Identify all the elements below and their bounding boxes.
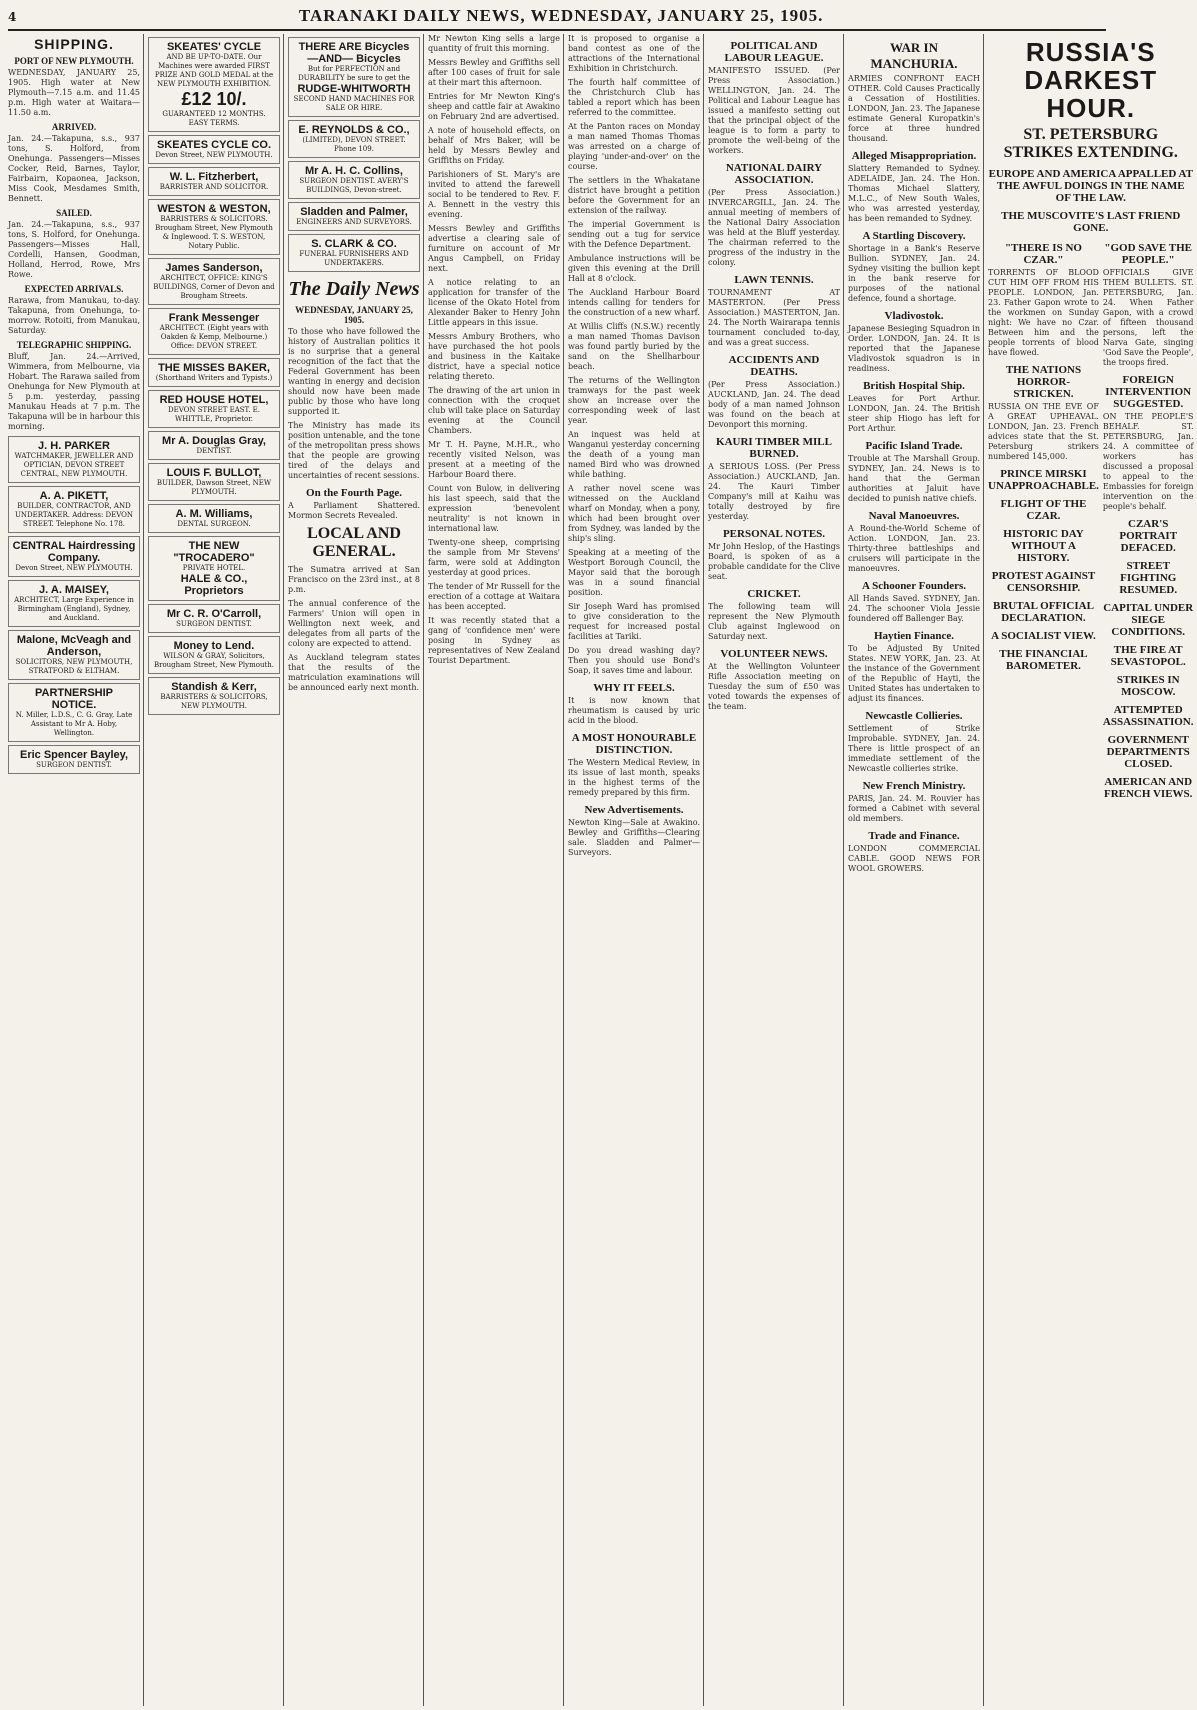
advert-line: ARCHITECT. (Eight years with Oakden & Kemp, Melbourne.) Office: DEVON STREET. (159, 324, 269, 350)
local-paragraph: Parishioners of St. Mary's are invited to attend the farewell social to be tendered to Rev. F. A. Bennett in the vestry this evening. (428, 170, 560, 219)
article-heading: British Hospital Ship. (863, 380, 965, 392)
russia-subcolumn-right (1103, 236, 1194, 802)
advert-douglas-gray (148, 431, 280, 460)
article-heading: CRICKET. (747, 588, 801, 600)
local-paragraph: Mr Newton King sells a large quantity of fruit this morning. (428, 34, 560, 53)
advert-name: E. REYNOLDS & CO., (298, 124, 410, 136)
advert-name: THE MISSES BAKER, (158, 362, 270, 374)
article-heading: Alleged Misappropriation. (851, 150, 977, 162)
article-paragraph: (Per Press Association.) AUCKLAND, Jan. 24. The dead body of a man named Johnson was found on the beach at Devonport this morning. (708, 380, 840, 429)
tide-text: WEDNESDAY, JANUARY 25, 1905. High water at New Plymouth—7.15 a.m. and 11.45 p.m. High water at Waitara—11.50 a.m. (8, 68, 140, 117)
local-paragraph: Messrs Bewley and Griffiths advertise a clearing sale of furniture on account of Mr Angus Campbell, on Friday next. (428, 224, 560, 273)
column-press-association (708, 34, 844, 1706)
advert-line: DENTIST. (196, 447, 232, 455)
article-heading: WAR IN MANCHURIA. (870, 40, 958, 71)
lead-subhead-2: EUROPE AND AMERICA APPALLED AT THE AWFUL DOINGS IN THE NAME OF THE LAW. (988, 168, 1193, 204)
advert-line: FUNERAL FURNISHERS AND UNDERTAKERS. (299, 250, 409, 267)
newspaper-title: TARANAKI DAILY NEWS, WEDNESDAY, JANUARY 25, 1905. (298, 6, 824, 25)
advert-line: BUILDER, Dawson Street, NEW PLYMOUTH. (156, 479, 272, 496)
arrived-text: Jan. 24.—Takapuna, s.s., 937 tons, S. Holford, from Onehunga. Passengers—Misses Cocker, Reid, Barnes, Taylor, Fairbairn, Kopaonea, Jackson, Miss Cook, Mesdames Smith, Bennett. (8, 134, 140, 203)
article-heading: Naval Manoeuvres. (868, 510, 960, 522)
article-paragraph: All Hands Saved. SYDNEY, Jan. 24. The schooner Viola Jessie foundered off Ballenger Bay. (848, 594, 980, 623)
local-paragraph: Messrs Ambury Brothers, who have purchased the hot pools and business in the Kaitake district, have a special notice relating thereto. (428, 332, 560, 381)
advert-weston (148, 199, 280, 255)
advert-line: BARRISTERS & SOLICITORS. Brougham Street, New Plymouth & Inglewood. T. S. WESTON, Notary Public. (155, 215, 273, 250)
article-heading: PROTEST AGAINST CENSORSHIP. (991, 570, 1096, 594)
article-heading: Haytien Finance. (873, 630, 955, 642)
advert-name: CENTRAL Hairdressing Company. (12, 540, 136, 564)
editorial-paragraph: The Ministry has made its position untenable, and the tone of the metropolitan press shows that the people are growing tired of the delays and uncertainties of recent sessions. (288, 421, 420, 480)
advert-name: W. L. Fitzherbert, (169, 171, 259, 183)
column-adverts-2 (288, 34, 424, 1706)
local-paragraph: The tender of Mr Russell for the erection of a cottage at Waitara has been accepted. (428, 582, 560, 611)
advert-line: SOLICITORS, NEW PLYMOUTH, STRATFORD & ELTHAM. (15, 658, 133, 675)
advert-line: Devon Street, NEW PLYMOUTH. (155, 151, 273, 159)
article-paragraph: It is now known that rheumatism is caused by uric acid in the blood. (568, 696, 700, 725)
advert-baker (148, 358, 280, 387)
article-heading: A SOCIALIST VIEW. (991, 630, 1096, 642)
article-heading: STREET FIGHTING RESUMED. (1119, 560, 1178, 596)
article-paragraph: The Western Medical Review, in its issue of last month, speaks in the highest terms of the remedy prepared by this firm. (568, 758, 700, 797)
article-paragraph: Leaves for Port Arthur. LONDON, Jan. 24. The British steer ship Hiogo has left for Port Arthur. (848, 394, 980, 433)
article-paragraph: A Round-the-World Scheme of Action. LONDON, Jan. 23. Thirty-three battleships and cruisers will participate in the manoeuvres. (848, 524, 980, 573)
columns (8, 34, 1194, 1706)
advert-williams (148, 504, 280, 533)
advert-name: Sladden and Palmer, (300, 206, 408, 218)
article-heading: ATTEMPTED ASSASSINATION. (1102, 704, 1194, 728)
article-heading: FLIGHT OF THE CZAR. (1000, 498, 1087, 522)
local-paragraph: At the Panton races on Monday a man named Thomas Thomas was arrested on a charge of playing 'under-and-over' on the course. (568, 122, 700, 171)
page-number: 4 (8, 10, 17, 24)
article-paragraph: The following team will represent the New Plymouth Club against Inglewood on Saturday next. (708, 602, 840, 641)
advert-name: S. CLARK & CO. (311, 238, 397, 250)
advert-name: SKEATES CYCLE CO. (156, 139, 272, 151)
advert-name: Mr A. Douglas Gray, (162, 435, 266, 447)
local-paragraph: A note of household effects, on behalf of Mrs Baker, will be held by Messrs Bewley and Griffiths on Friday. (428, 126, 560, 165)
advert-line: WATCHMAKER, JEWELLER AND OPTICIAN, DEVON STREET CENTRAL, NEW PLYMOUTH. (14, 452, 134, 478)
article-heading: Vladivostok. (884, 310, 944, 322)
article-heading: FOREIGN INTERVENTION SUGGESTED. (1105, 374, 1192, 410)
advert-line: BARRISTERS & SOLICITORS, NEW PLYMOUTH. (160, 693, 268, 710)
advert-money-to-lend (148, 636, 280, 674)
sailed-heading: SAILED. (56, 208, 92, 218)
article-paragraph: MANIFESTO ISSUED. (Per Press Association.) WELLINGTON, Jan. 24. The Political and Labour League has issued a manifesto setting out that the principal object of the league is to form a party to promote the well-being of the workers. (708, 66, 840, 155)
advert-name: Standish & Kerr, (171, 681, 257, 693)
advert-line: BUILDER, CONTRACTOR, AND UNDERTAKER. Address: DEVON STREET. Telephone No. 178. (14, 502, 134, 528)
advert-line: DEVON STREET EAST. E. WHITTLE, Proprietor. (168, 406, 260, 423)
article-heading: HISTORIC DAY WITHOUT A HISTORY. (1003, 528, 1084, 564)
local-paragraph: The Sumatra arrived at San Francisco on the 23rd inst., at 8 p.m. (288, 565, 420, 594)
local-paragraph: As Auckland telegram states that the results of the matriculation examinations will be announced early next month. (288, 653, 420, 692)
local-paragraph: Sir Joseph Ward has promised to give consideration to the request for increased postal facilities at Tariki. (568, 602, 700, 641)
fourth-page-text: A Parliament Shattered. Mormon Secrets Revealed. (288, 501, 420, 520)
advert-line: AND BE UP-TO-DATE. Our Machines were awarded FIRST PRIZE AND GOLD MEDAL at the NEW PLYMOUTH EXHIBITION. (154, 53, 274, 88)
article-heading: AMERICAN AND FRENCH VIEWS. (1103, 776, 1193, 800)
advert-bullot (148, 463, 280, 501)
new-adverts-text: Newton King—Sale at Awakino. Bewley and Griffiths—Clearing sale. Sladden and Palmer—Surveyors. (568, 818, 700, 857)
article-paragraph: Mr John Heslop, of the Hastings Board, is spoken of as a probable candidate for the Clive seat. (708, 542, 840, 581)
advert-line: Devon Street, NEW PLYMOUTH. (15, 564, 133, 572)
fourth-page-heading: On the Fourth Page. (306, 487, 402, 499)
advert-trocadero (148, 536, 280, 601)
russia-subcolumn-left (988, 236, 1099, 802)
advert-line: SURGEON DENTIST. (36, 761, 112, 769)
article-paragraph: TORRENTS OF BLOOD CUT HIM OFF FROM HIS PEOPLE. LONDON, Jan. 23. Father Gapon wrote to the workmen on Sunday night: We have no Czar. Between him and the people torrents of blood have flowed. (988, 268, 1099, 357)
article-paragraph: Settlement of Strike Improbable. SYDNEY, Jan. 24. There is little prospect of an immediate settlement of the Newcastle collieries strike. (848, 724, 980, 773)
advert-hairdressing (8, 536, 140, 577)
advert-line: ARCHITECT, Large Experience in Birmingham (England), Sydney, and Auckland. (14, 596, 134, 622)
article-heading: PERSONAL NOTES. (722, 528, 826, 540)
russia-subcolumns (988, 236, 1194, 802)
expected-text: Rarawa, from Manukau, to-day. Takapuna, from Onehunga, to-morrow. Rotoiti, from Manukau, Saturday. (8, 296, 140, 335)
expected-heading: EXPECTED ARRIVALS. (24, 284, 124, 294)
article-paragraph: Trouble at The Marshall Group. SYDNEY, Jan. 24. News is to hand that the German authorities at Jaluit have decided to punish native chiefs. (848, 454, 980, 503)
advert-bayley (8, 745, 140, 774)
telegraphic-text: Bluff, Jan. 24.—Arrived, Wimmera, from Melbourne, via Hobart. The Rarawa sailed from Onehunga for New Plymouth at 5 p.m. yesterday, passing Manukau Heads at 7 p.m. The Takapuna will be in harbour this morning. (8, 352, 140, 431)
advert-name: J. A. MAISEY, (39, 584, 109, 596)
article-paragraph: A SERIOUS LOSS. (Per Press Association.) AUCKLAND, Jan. 24. The Kauri Timber Company's mill at Kaihu was totally destroyed by fire yesterday. (708, 462, 840, 521)
advert-proprietors: HALE & CO., Proprietors (180, 573, 248, 597)
article-heading: Pacific Island Trade. (865, 440, 963, 452)
local-paragraph: The annual conference of the Farmers' Union will open in Wellington next week, and delegates from all parts of the colony are expected to attend. (288, 599, 420, 648)
column-shipping (8, 34, 144, 1706)
article-heading: A Schooner Founders. (861, 580, 966, 592)
article-heading: CZAR'S PORTRAIT DEFACED. (1119, 518, 1178, 554)
article-heading: A MOST HONOURABLE DISTINCTION. (571, 732, 697, 756)
article-paragraph: At the Wellington Volunteer Rifle Association meeting on Tuesday the sum of £50 was voted towards the expenses of the team. (708, 662, 840, 711)
advert-name: LOUIS F. BULLOT, (166, 467, 262, 479)
local-paragraph: Messrs Bewley and Griffiths sell after 100 cases of fruit for sale at their mart this afternoon. (428, 58, 560, 87)
advert-name: J. H. PARKER (38, 440, 110, 452)
article-heading: New French Ministry. (862, 780, 966, 792)
local-paragraph: Twenty-one sheep, comprising the sample from Mr Stevens' farm, were sold at Addington yesterday at good prices. (428, 538, 560, 577)
article-heading: KAURI TIMBER MILL BURNED. (716, 436, 832, 460)
article-heading: Newcastle Collieries. (865, 710, 963, 722)
advert-name: SKEATES' CYCLE (166, 41, 262, 53)
article-paragraph: PARIS, Jan. 24. M. Rouvier has formed a Cabinet with several old members. (848, 794, 980, 823)
local-paragraph: Ambulance instructions will be given this evening at the Drill Hall at 8 o'clock. (568, 254, 700, 283)
arrived-heading: ARRIVED. (51, 122, 97, 132)
advert-bicycles (288, 37, 420, 117)
advert-line: SURGEON DENTIST. (176, 620, 252, 628)
article-heading: Trade and Finance. (868, 830, 960, 842)
local-paragraph: The fourth half committee of the Christchurch Club has tabled a report which has been referred to the committee. (568, 78, 700, 117)
editorial-paragraph: To those who have followed the history of Australian politics it is no surprise that a general recognition of the fact that the Federal Government has been wanting in energy and decision should now have been made public by those who have long supported it. (288, 327, 420, 416)
advert-name: THE NEW "TROCADERO" (173, 540, 255, 564)
editorial-dateline: WEDNESDAY, JANUARY 25, 1905. (295, 305, 413, 325)
advert-red-house (148, 390, 280, 428)
article-heading: A Startling Discovery. (862, 230, 966, 242)
article-heading: CAPITAL UNDER SIEGE CONDITIONS. (1103, 602, 1194, 638)
article-paragraph: TOURNAMENT AT MASTERTON. (Per Press Association.) MASTERTON, Jan. 24. The North Wairarapa tennis tournament concluded to-day, and was a great success. (708, 288, 840, 347)
sailed-text: Jan. 24.—Takapuna, s.s., 937 tons, S. Holford, for Onehunga. Passengers—Misses Hall, Cordelli, Hansen, Goodman, Holland, Herrod, Rowe, Mrs Rowe. (8, 220, 140, 279)
local-paragraph: The imperial Government is sending out a tug for service with the Defence Department. (568, 220, 700, 249)
local-paragraph: At Willis Cliffs (N.S.W.) recently a man named Thomas Davison was found partly buried by the sand on the Shellharbour beach. (568, 322, 700, 371)
article-paragraph: Shortage in a Bank's Reserve Bullion. SYDNEY, Jan. 24. Sydney visiting the bullion kept in the bank reserve for purposes of the national defence, found a shortage. (848, 244, 980, 303)
advert-reynolds (288, 120, 420, 158)
article-heading: "GOD SAVE THE PEOPLE." (1104, 242, 1193, 266)
local-paragraph: Speaking at a meeting of the Westport Borough Council, the Mayor said that the borough was in a sound financial position. (568, 548, 700, 597)
article-paragraph: OFFICIALS GIVE THEM BULLETS. ST. PETERSBURG, Jan. 24. When Father Gapon, with a crowd of fifteen thousand persons, left the Narva Gate, singing 'God Save the People', the troops fired. (1102, 268, 1194, 367)
advert-collins (288, 161, 420, 199)
advert-line: ENGINEERS AND SURVEYORS. (296, 218, 412, 226)
article-paragraph: Slattery Remanded to Sydney. ADELAIDE, Jan. 24. The Hon. Thomas Michael Slattery, M.L.C., of New South Wales, who was arrested yesterday, has been remanded to Sydney. (848, 164, 980, 223)
local-paragraph: The returns of the Wellington tramways for the past week show an increase over the corresponding week of last year. (568, 376, 700, 425)
article-heading: STRIKES IN MOSCOW. (1116, 674, 1180, 698)
advert-skeates (148, 37, 280, 132)
article-heading: THE FIRE AT SEVASTOPOL. (1110, 644, 1186, 668)
advert-skeates-co (148, 135, 280, 164)
article-paragraph: RUSSIA ON THE EVE OF A GREAT UPHEAVAL. LONDON, Jan. 23. French advices state that the St. Petersburg strikers numbered 145,000. (988, 402, 1099, 461)
article-heading: NATIONAL DAIRY ASSOCIATION. (725, 162, 823, 186)
advert-line: DENTAL SURGEON. (177, 520, 251, 528)
local-paragraph: The settlers in the Whakatane district have brought a petition before the Government for an extension of the railway. (568, 176, 700, 215)
advert-partnership (8, 683, 140, 742)
local-paragraph: It is proposed to organise a band contest as one of the attractions of the International Exhibition in Christchurch. (568, 34, 700, 73)
advert-standish (148, 677, 280, 715)
article-heading: BRUTAL OFFICIAL DECLARATION. (992, 600, 1094, 624)
article-heading: "THERE IS NO CZAR." (1004, 242, 1082, 266)
new-adverts-heading: New Advertisements. (584, 804, 684, 816)
lead-subhead: ST. PETERSBURG STRIKES EXTENDING. (1003, 126, 1178, 161)
lead-headline: RUSSIA'S DARKEST HOUR. (1024, 37, 1158, 123)
article-heading: THE FINANCIAL BAROMETER. (999, 648, 1088, 672)
local-paragraph: Mr T. H. Payne, M.H.R., who recently visited Nelson, was present at a meeting of the Harbour Board there. (428, 440, 560, 479)
advert-name: PARTNERSHIP NOTICE. (34, 687, 114, 711)
telegraphic-heading: TELEGRAPHIC SHIPPING. (16, 340, 132, 350)
advert-line: BARRISTER AND SOLICITOR. (159, 183, 269, 191)
article-paragraph: LONDON COMMERCIAL CABLE. GOOD NEWS FOR WOOL GROWERS. (848, 844, 980, 873)
advert-name: A. A. PIKETT, (39, 490, 109, 502)
article-heading: PRINCE MIRSKI UNAPPROACHABLE. (988, 468, 1099, 492)
article-heading: POLITICAL AND LABOUR LEAGUE. (724, 40, 824, 64)
advert-line: ARCHITECT, OFFICE: KING'S BUILDINGS, Corner of Devon and Brougham Streets. (153, 274, 275, 300)
advert-line: SURGEON DENTIST. AVERY'S BUILDINGS, Devon-street. (299, 177, 409, 194)
advert-name: Mr A. H. C. Collins, (305, 165, 403, 177)
advert-maisey (8, 580, 140, 627)
advert-sanderson (148, 258, 280, 305)
advert-name: A. M. Williams, (175, 508, 253, 520)
advert-ocarroll (148, 604, 280, 633)
advert-parker (8, 436, 140, 483)
local-paragraph: It was recently stated that a gang of 'confidence men' were posing in Sydney as representatives of New Zealand Tourist Department. (428, 616, 560, 665)
article-heading: THE NATIONS HORROR-STRICKEN. (1005, 364, 1082, 400)
advert-line: But for PERFECTION and DURABILITY be sure to get the (298, 65, 410, 82)
local-paragraph: An inquest was held at Wanganui yesterday concerning the death of a young man named Bird who was drowned while bathing. (568, 430, 700, 479)
local-general-heading: LOCAL AND GENERAL. (307, 525, 401, 560)
local-paragraph: The drawing of the art union in connection with the croquet club will take place on Saturday evening at the Council Chambers. (428, 386, 560, 435)
advert-name: Frank Messenger (168, 312, 260, 324)
article-paragraph: ON THE PEOPLE'S BEHALF. ST. PETERSBURG, Jan. 24. A committee of workers has discussed a proposal to appeal to the Embassies for foreign intervention on the people's behalf. (1102, 412, 1194, 511)
advert-line: GUARANTEED 12 MONTHS. EASY TERMS. (162, 110, 266, 127)
advert-line: SECOND HAND MACHINES FOR SALE OR HIRE. (293, 95, 415, 112)
column-russia (988, 34, 1197, 1706)
advert-line: (Shorthand Writers and Typists.) (155, 374, 273, 382)
advert-fitzherbert (148, 167, 280, 196)
advert-line: WILSON & GRAY, Solicitors, Brougham Street, New Plymouth. (153, 652, 275, 669)
article-heading: WHY IT FEELS. (593, 682, 675, 694)
article-paragraph: Japanese Besieging Squadron in Order. LONDON, Jan. 24. It is reported that the Japanese Vladivostok squadron is in readiness. (848, 324, 980, 373)
advert-name: WESTON & WESTON, (157, 203, 271, 215)
local-paragraph: Do you dread washing day? Then you should use Bond's Soap, it saves time and labour. (568, 646, 700, 675)
local-paragraph: A rather novel scene was witnessed on the Auckland wharf on Monday, when a pony, which had been brought over from Sydney, was landed by the ship's sling. (568, 484, 700, 543)
advert-name: Money to Lend. (173, 640, 255, 652)
port-heading: PORT OF NEW PLYMOUTH. (14, 56, 134, 66)
editorial-paper-name: The Daily News (288, 278, 420, 300)
advert-price: £12 10/. (181, 89, 247, 109)
masthead (8, 6, 1106, 31)
article-heading: GOVERNMENT DEPARTMENTS CLOSED. (1106, 734, 1190, 770)
advert-messenger (148, 308, 280, 355)
local-paragraph: Count von Bulow, in delivering his last speech, said that the expression 'benevolent neutrality' is not known in international law. (428, 484, 560, 533)
advert-clark (288, 234, 420, 272)
advert-line: PRIVATE HOTEL. (182, 564, 246, 572)
article-paragraph: To be Adjusted By United States. NEW YORK, Jan. 23. At the instance of the Government of the Republic of Hayti, the United States has undertaken to adjust its finances. (848, 644, 980, 703)
advert-sladden (288, 202, 420, 231)
article-heading: ACCIDENTS AND DEATHS. (728, 354, 820, 378)
column-general-notes (568, 34, 704, 1706)
lead-subhead-3: THE MUSCOVITE'S LAST FRIEND GONE. (1001, 210, 1181, 234)
advert-name: RED HOUSE HOTEL, (159, 394, 269, 406)
advert-name: Mr C. R. O'Carroll, (166, 608, 262, 620)
advert-name: Malone, McVeagh and Anderson, (16, 634, 132, 658)
advert-name: THERE ARE Bicycles —AND— Bicycles (298, 41, 410, 65)
local-paragraph: Entries for Mr Newton King's sheep and cattle fair at Awakino on February 2nd are advertised. (428, 92, 560, 121)
article-paragraph: (Per Press Association.) INVERCARGILL, Jan. 24. The annual meeting of members of the National Dairy Association was held at the Bluff yesterday. The chairman referred to the progress of the industry in the colony. (708, 188, 840, 267)
column-cables (848, 34, 984, 1706)
column-local-notes (428, 34, 564, 1706)
local-paragraph: A notice relating to an application for transfer of the license of the Okato Hotel from Alexander Baker to Henry John Little appears in this issue. (428, 278, 560, 327)
article-heading: VOLUNTEER NEWS. (720, 648, 828, 660)
advert-malone (8, 630, 140, 680)
advert-line: N. Miller, L.D.S., C. G. Gray, Late Assistant to Mr A. Hoby, Wellington. (15, 711, 133, 737)
section-head-shipping: SHIPPING. (34, 36, 114, 52)
column-adverts-1 (148, 34, 284, 1706)
advert-name: Eric Spencer Bayley, (19, 749, 129, 761)
article-heading: LAWN TENNIS. (734, 274, 814, 286)
advert-brand: RUDGE-WHITWORTH (297, 83, 411, 95)
local-paragraph: The Auckland Harbour Board intends calling for tenders for the construction of a new wharf. (568, 288, 700, 317)
advert-pikett (8, 486, 140, 533)
advert-name: James Sanderson, (165, 262, 263, 274)
advert-line: (LIMITED), DEVON STREET. Phone 109. (302, 136, 406, 153)
article-paragraph: ARMIES CONFRONT EACH OTHER. Cold Causes Practically a Cessation of Hostilities. LONDON, Jan. 23. The Japanese estimate General Kuropatkin's force at three hundred thousand. (848, 74, 980, 143)
